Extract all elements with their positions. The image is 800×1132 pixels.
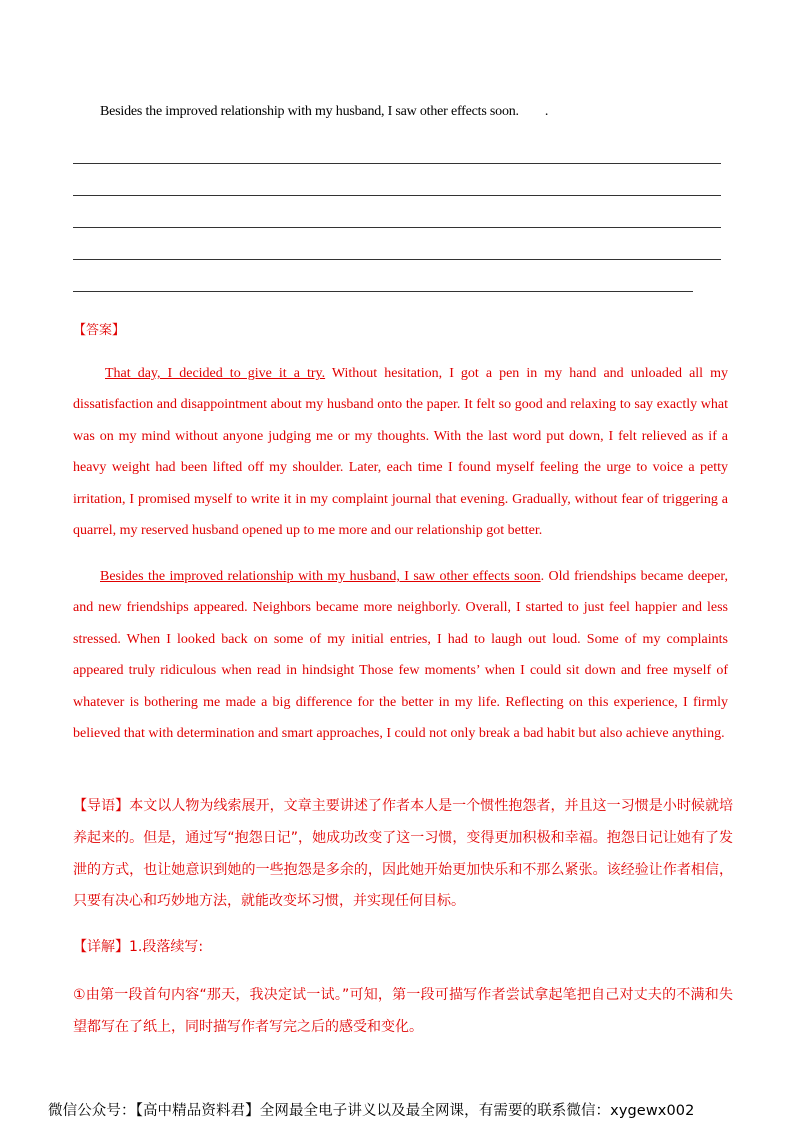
guide-paragraph <box>73 791 733 918</box>
writing-line <box>73 259 721 260</box>
guide-head: 【导语】 <box>73 798 130 814</box>
point-1-text: 由第一段首句内容“那天，我决定试一试。”可知，第一段可描写作者尝试拿起笔把自己对丈夫的不满和失望都写在了纸上，同时描写作者写完之后的感受和变化。 <box>73 987 733 1035</box>
prompt-text: Besides the improved relationship with my husband, I saw other effects soon. <box>100 104 519 119</box>
answer-label: 【答案】 <box>73 323 126 338</box>
answer-paragraph-1 <box>73 358 728 546</box>
point-1-number: ① <box>73 987 86 1003</box>
detail-text: 1.段落续写: <box>129 939 204 955</box>
answer-p1-text: Without hesitation, I got a pen in my hand and unloaded all my dissatisfaction and disappointment about my husband onto the paper. It felt so good and relaxing to say exactly what was on my mind without anyone judging me or my thoughts. With the last word put down, I felt relieved as if a heavy weight had been lifted off my shoulder. Later, each time I found myself feeling the urge to voice a petty irritation, I promised myself to write it in my complaint journal that evening. Gradually, without fear of triggering a quarrel, my reserved husband opened up to me more and our relationship got better. <box>73 366 728 539</box>
prompt-trailing: . <box>544 104 549 119</box>
answer-p2-underlined: Besides the improved relationship with my husband, I saw other effects soon <box>100 569 541 584</box>
detail-heading <box>73 932 733 964</box>
prompt-sentence <box>100 104 548 120</box>
answer-p2-text: . Old friendships became deeper, and new friendships appeared. Neighbors became more neighborly. Overall, I started to just feel happier and less stressed. When I looked back on some of my initial entries, I had to laugh out loud. Some of my complaints appeared truly ridiculous when read in hindsight Those few moments’ when I could sit down and free myself of whatever is bothering me made a big difference for the better in my life. Reflecting on this experience, I firmly believed that with determination and smart approaches, I could not only break a bad habit but also achieve anything. <box>73 569 728 742</box>
answer-p1-underlined: That day, I decided to give it a try. <box>105 366 326 381</box>
answer-paragraph-2 <box>73 561 728 749</box>
footer-notice: 微信公众号：【高中精品资料君】全网最全电子讲义以及最全网课，有需要的联系微信：xygewx002 <box>48 1103 695 1119</box>
detail-head: 【详解】 <box>73 939 129 955</box>
point-1-paragraph <box>73 980 733 1044</box>
guide-text: 本文以人物为线索展开，文章主要讲述了作者本人是一个惯性抱怨者，并且这一习惯是小时候就培养起来的。但是，通过写“抱怨日记”，她成功改变了这一习惯，变得更加积极和幸福。抱怨日记让她有了发泄的方式，也让她意识到她的一些抱怨是多余的，因此她开始更加快乐和不那么紧张。该经验让作者相信，只要有决心和巧妙地方法，就能改变坏习惯，并实现任何目标。 <box>73 798 734 910</box>
writing-line <box>73 195 721 196</box>
writing-line <box>73 291 693 292</box>
writing-line <box>73 227 721 228</box>
writing-line <box>73 163 721 164</box>
